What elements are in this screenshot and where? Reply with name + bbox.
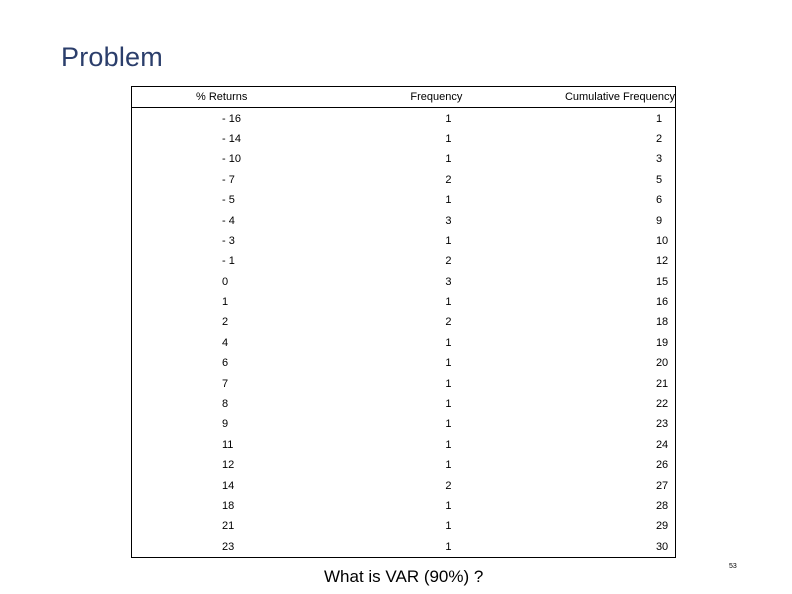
table-row (132, 129, 676, 149)
cell-returns: - 7 (222, 173, 235, 186)
cell-returns: - 10 (222, 153, 241, 166)
table-row (132, 537, 676, 558)
cell-frequency: 1 (445, 194, 452, 207)
cell-cumulative-frequency: 10 (655, 234, 669, 247)
table-row (132, 231, 676, 251)
returns-frequency-table (131, 86, 676, 558)
cell-cumulative-frequency: 12 (655, 255, 669, 268)
table-row (132, 475, 676, 495)
cell-returns: 6 (222, 357, 229, 370)
cell-returns: - 3 (222, 234, 235, 247)
cell-returns: 18 (222, 500, 235, 512)
cell-returns: - 1 (222, 255, 235, 268)
cell-cumulative-frequency: 5 (655, 173, 663, 186)
header-returns: % Returns (132, 87, 360, 108)
cell-returns: - 14 (222, 132, 241, 145)
cell-cumulative-frequency: 30 (655, 540, 669, 553)
table-row (132, 292, 676, 312)
cell-frequency: 1 (445, 459, 452, 472)
cell-cumulative-frequency: 18 (655, 316, 669, 329)
cell-returns: 4 (222, 336, 229, 349)
cell-frequency: 1 (445, 540, 452, 553)
cell-frequency: 1 (445, 336, 452, 349)
cell-returns: 2 (222, 316, 229, 329)
cell-returns: - 5 (222, 194, 235, 207)
cell-frequency: 1 (445, 132, 452, 145)
cell-frequency: 2 (445, 255, 452, 268)
cell-cumulative-frequency: 27 (655, 479, 669, 492)
cell-frequency: 3 (445, 214, 452, 227)
table-header-row (132, 87, 676, 108)
header-frequency: Frequency (359, 87, 553, 108)
cell-returns: - 4 (222, 214, 235, 227)
cell-cumulative-frequency: 16 (655, 296, 669, 309)
table-row (132, 455, 676, 475)
table-row (132, 516, 676, 536)
table-row (132, 435, 676, 455)
cell-returns: 21 (222, 520, 235, 533)
table-row (132, 373, 676, 393)
table-body (132, 108, 676, 558)
table-row (132, 170, 676, 190)
table-row (132, 149, 676, 169)
cell-cumulative-frequency: 15 (655, 275, 669, 288)
question-text: What is VAR (90%) ? (324, 567, 484, 586)
cell-frequency: 1 (445, 500, 452, 512)
cell-returns: 8 (222, 398, 229, 411)
table-row (132, 496, 676, 516)
table-row (132, 333, 676, 353)
table-row (132, 190, 676, 210)
cell-cumulative-frequency: 20 (655, 357, 669, 370)
cell-cumulative-frequency: 9 (655, 214, 663, 227)
cell-frequency: 1 (445, 112, 452, 125)
cell-returns: 23 (222, 540, 235, 553)
cell-frequency: 1 (445, 296, 452, 309)
cell-cumulative-frequency: 6 (655, 194, 663, 207)
table-row (132, 394, 676, 414)
table-row (132, 353, 676, 373)
cell-frequency: 2 (445, 316, 452, 329)
cell-returns: 12 (222, 459, 235, 472)
cell-cumulative-frequency: 22 (655, 398, 669, 411)
cell-cumulative-frequency: 28 (655, 500, 669, 512)
cell-frequency: 1 (445, 357, 452, 370)
table-row (132, 272, 676, 292)
cell-cumulative-frequency: 19 (655, 336, 669, 349)
cell-cumulative-frequency: 1 (655, 112, 663, 125)
cell-returns: 1 (222, 296, 229, 309)
cell-cumulative-frequency: 21 (655, 377, 669, 390)
cell-cumulative-frequency: 29 (655, 520, 669, 533)
cell-frequency: 2 (445, 173, 452, 186)
cell-frequency: 1 (445, 418, 452, 431)
table-row (132, 210, 676, 230)
table-row (132, 108, 676, 129)
cell-returns: 11 (222, 438, 234, 451)
cell-frequency: 1 (445, 438, 452, 451)
cell-frequency: 1 (445, 153, 452, 166)
cell-returns: 0 (222, 275, 229, 288)
cell-returns: 9 (222, 418, 229, 431)
table-row (132, 312, 676, 332)
cell-cumulative-frequency: 26 (655, 459, 669, 472)
cell-returns: - 16 (222, 112, 241, 125)
cell-frequency: 1 (445, 398, 452, 411)
cell-cumulative-frequency: 2 (655, 132, 663, 145)
cell-frequency: 2 (445, 479, 452, 492)
cell-returns: 14 (222, 479, 235, 492)
table-row (132, 251, 676, 271)
cell-frequency: 1 (445, 234, 452, 247)
slide-title: Problem (61, 42, 163, 72)
header-cumulative-frequency: Cumulative Frequency (553, 87, 676, 108)
cell-returns: 7 (222, 377, 229, 390)
cell-cumulative-frequency: 23 (655, 418, 669, 431)
cell-frequency: 1 (445, 377, 452, 390)
page-number: 53 (729, 563, 737, 570)
cell-frequency: 3 (445, 275, 452, 288)
cell-frequency: 1 (445, 520, 452, 533)
table-row (132, 414, 676, 434)
cell-cumulative-frequency: 3 (655, 153, 663, 166)
cell-cumulative-frequency: 24 (655, 438, 669, 451)
